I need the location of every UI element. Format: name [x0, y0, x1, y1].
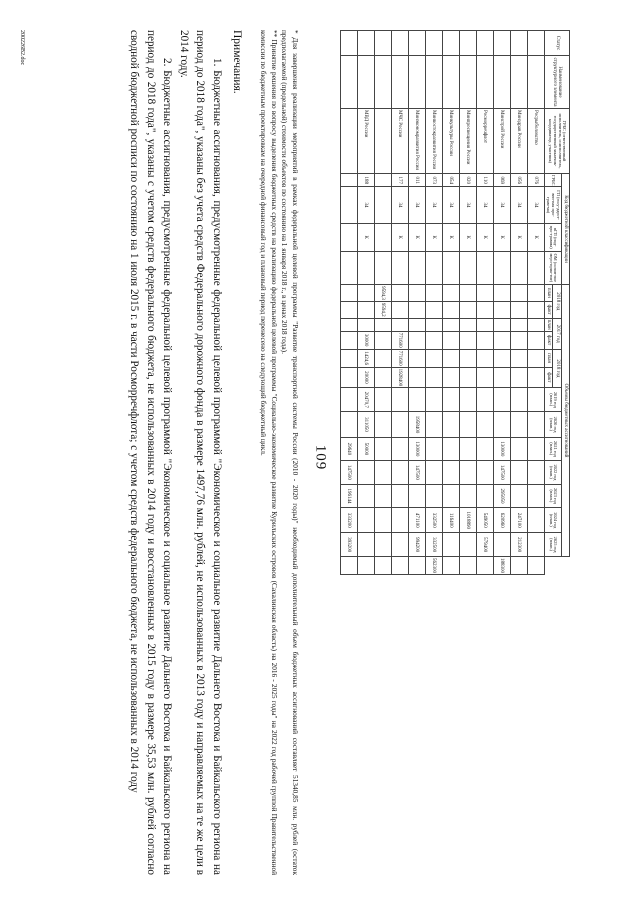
table-cell — [340, 251, 357, 284]
notes-title: Примечания. — [231, 30, 243, 94]
table-cell: К — [476, 223, 493, 251]
table-cell — [357, 556, 374, 574]
table-cell — [476, 367, 493, 388]
table-cell — [374, 461, 391, 485]
table-cell: 34 — [442, 187, 459, 223]
note-2: 2. Бюджетные ассигнования, предусмотренные федеральной целевой программой "Экономическое и социальное развитие Дальнего Востока и Байкальского региона на период до 2018 года", указаны с учетом средств федерального бюджета, не использованных в 2014 году и восстановленных в 2015 году в размере 35,53 млн. рублей согласно сводной бюджетной росписи по состоянию на 1 июля 2015 г. в части Росморречфлота; с учетом средств федерального бюджета, не использованных в 2014 году — [128, 30, 174, 875]
notes-section — [126, 30, 245, 875]
fact-header: факт — [544, 367, 552, 388]
table-cell — [459, 349, 476, 367]
table-cell: 196144 — [340, 484, 357, 508]
table-cell: К — [391, 223, 408, 251]
table-cell — [442, 285, 459, 302]
table-cell: 311050 — [357, 412, 374, 437]
table-cell: 29640 — [340, 437, 357, 461]
note-1: 1. Бюджетные ассигнования, предусмотренные федеральной целевой программой "Экономическое и социальное развитие Дальнего Востока и Байкальского региона на период до 2018 года", указаны без учета средств Федерального дорожного фонда в размере 1497,76 млн. рублей, не использованных в 2013 году и направляемых на те же цели в 2014 году. — [177, 30, 223, 875]
table-cell — [493, 56, 510, 109]
table-cell — [340, 349, 357, 367]
table-cell: Минвостокразвития России — [425, 109, 442, 174]
table-cell — [527, 556, 544, 574]
table-cell — [459, 437, 476, 461]
table-cell — [510, 437, 527, 461]
table-cell — [357, 318, 374, 331]
table-cell: 177 — [391, 174, 408, 187]
table-cell: 069 — [493, 174, 510, 187]
table-cell — [527, 349, 544, 367]
table-cell: К — [527, 223, 544, 251]
col-status: Статус — [544, 31, 569, 56]
table-cell — [340, 56, 357, 109]
table-cell — [374, 223, 391, 251]
table-cell — [391, 412, 408, 437]
table-cell — [391, 484, 408, 508]
year-2024: 2024 год (план.) — [544, 508, 561, 533]
table-cell: 295050 — [493, 484, 510, 508]
table-cell — [425, 56, 442, 109]
table-cell — [459, 331, 476, 349]
table-cell: МЧС России — [391, 109, 408, 174]
table-cell — [374, 251, 391, 284]
table-cell — [442, 461, 459, 485]
table-cell — [408, 251, 425, 284]
table-cell: 549050 — [476, 508, 493, 533]
table-cell: 1424,6 — [357, 349, 374, 367]
table-cell — [459, 31, 476, 56]
table-cell: 34 — [493, 187, 510, 223]
table-cell — [459, 285, 476, 302]
table-cell: 212300 — [510, 533, 527, 557]
plan-header: план — [546, 319, 552, 330]
table-cell — [374, 349, 391, 367]
table-cell — [425, 367, 442, 388]
table-cell: К — [357, 223, 374, 251]
table-cell: К — [459, 223, 476, 251]
table-cell: 076 — [527, 174, 544, 187]
table-cell — [527, 412, 544, 437]
table-cell — [340, 301, 357, 318]
year-2021: 2021 год (план.) — [544, 437, 561, 461]
table-cell: 579400 — [476, 533, 493, 557]
table-cell — [442, 484, 459, 508]
table-cell: Минпросвещения России — [459, 109, 476, 174]
table-cell — [357, 301, 374, 318]
table-cell — [510, 331, 527, 349]
year-2017: 2017 год — [553, 318, 561, 349]
table-cell — [493, 412, 510, 437]
table-cell — [476, 461, 493, 485]
table-cell — [425, 484, 442, 508]
table-cell — [391, 533, 408, 557]
table-cell: 34 — [408, 187, 425, 223]
table-cell: 471100 — [408, 508, 425, 533]
table-row — [425, 31, 442, 575]
table-cell — [391, 508, 408, 533]
table-cell — [493, 301, 510, 318]
table-cell: К — [442, 223, 459, 251]
table-cell — [391, 388, 408, 412]
table-cell — [408, 349, 425, 367]
table-cell: К — [510, 223, 527, 251]
table-cell — [476, 437, 493, 461]
table-cell — [459, 318, 476, 331]
table-cell — [459, 56, 476, 109]
table-cell: 333200 — [340, 508, 357, 533]
year-2019: 2019 год (план.) — [544, 388, 561, 412]
kbk-grbs: ГРБС — [544, 174, 561, 187]
table-cell — [408, 301, 425, 318]
table-cell — [374, 388, 391, 412]
table-cell — [425, 318, 442, 331]
table-cell — [357, 484, 374, 508]
table-cell — [374, 533, 391, 557]
table-cell — [476, 56, 493, 109]
table-cell: К — [408, 223, 425, 251]
table-cell — [527, 31, 544, 56]
table-cell — [510, 349, 527, 367]
table-cell — [527, 301, 544, 318]
table-cell — [357, 508, 374, 533]
table-cell — [527, 388, 544, 412]
table-cell — [493, 331, 510, 349]
table-cell — [374, 318, 391, 331]
footnote-2: ** Принятие решения по вопросу выделения бюджетных средств на реализацию федеральной целевой программы "Социально-экономическое развитие Курильских островов (Сахалинская область) на 2016 - 2025 годы" на 2022 год рабочей группой Правительственной комиссии по бюджетным проектировкам на очередной финансовый год и плановый период перенесено на следующий бюджетный цикл. — [259, 30, 279, 875]
table-cell: 247100 — [510, 508, 527, 533]
table-cell — [408, 318, 425, 331]
table-cell — [510, 251, 527, 284]
table-cell — [340, 109, 357, 174]
table-cell — [442, 251, 459, 284]
table-cell — [374, 367, 391, 388]
table-cell — [408, 56, 425, 109]
table-cell — [476, 556, 493, 574]
table-cell — [357, 461, 374, 485]
table-cell: 34 — [476, 187, 493, 223]
table-cell — [408, 331, 425, 349]
table-cell — [425, 437, 442, 461]
year-2025: 2025 год (план.) — [544, 533, 561, 557]
table-cell — [510, 556, 527, 574]
table-cell — [340, 31, 357, 56]
table-cell — [527, 331, 544, 349]
table-cell — [510, 461, 527, 485]
table-cell: 130000 — [408, 437, 425, 461]
table-cell — [442, 556, 459, 574]
table-cell — [374, 56, 391, 109]
table-cell — [425, 331, 442, 349]
table-cell — [459, 367, 476, 388]
table-cell: 20000 — [357, 367, 374, 388]
table-cell — [357, 56, 374, 109]
table-cell: 1958400 — [408, 412, 425, 437]
table-cell — [510, 318, 527, 331]
table-cell — [510, 484, 527, 508]
table-cell — [374, 109, 391, 174]
table-cell — [527, 285, 544, 302]
table-row — [459, 31, 476, 575]
table-cell — [408, 484, 425, 508]
table-cell — [374, 484, 391, 508]
table-cell — [374, 31, 391, 56]
table-row — [408, 31, 425, 575]
table-cell — [340, 187, 357, 223]
plan-header: план — [544, 285, 552, 302]
table-cell: Минкультуры России — [442, 109, 459, 174]
table-cell — [425, 251, 442, 284]
table-row — [391, 31, 408, 575]
table-cell: Росрыболовство — [527, 109, 544, 174]
table-cell — [476, 484, 493, 508]
table-cell — [374, 508, 391, 533]
table-cell — [340, 223, 357, 251]
table-cell: 147500 — [493, 461, 510, 485]
table-cell: 34 — [459, 187, 476, 223]
page-number: 109 — [312, 444, 329, 471]
table-cell — [391, 56, 408, 109]
document-id: 200226В2.doc — [19, 30, 25, 66]
table-cell — [476, 412, 493, 437]
table-cell: 332500 — [425, 533, 442, 557]
table-cell — [493, 31, 510, 56]
table-row — [340, 31, 357, 575]
footnote-1: * Для завершения реализации мероприятий в рамках федеральной целевой программы "Развитие транспортной системы России (2010 - 2020 годы)" необходимый дополнительный объем бюджетных ассигнований составляет 51340,85 млн. рублей (остаток предполагаемой (предельной) стоимости объектов по состоянию на 1 января 2018 г., в ценах 2018 года). — [280, 30, 300, 875]
table-cell — [340, 318, 357, 331]
kbk-om: ОМ (основ-ное меро-прия-тие) — [544, 251, 561, 284]
budget-table — [310, 30, 570, 575]
table-cell: Росморречфлот — [476, 109, 493, 174]
table-cell — [476, 318, 493, 331]
table-row — [510, 31, 527, 575]
table-cell — [340, 331, 357, 349]
table-cell: 147500 — [408, 461, 425, 485]
table-cell — [476, 331, 493, 349]
table-cell: 1018890 — [459, 508, 476, 533]
table-cell: 130000 — [493, 437, 510, 461]
table-cell — [476, 251, 493, 284]
table-cell — [493, 285, 510, 302]
table-cell — [527, 533, 544, 557]
table-cell — [459, 556, 476, 574]
table-cell — [340, 367, 357, 388]
table-cell — [527, 56, 544, 109]
table-cell — [493, 349, 510, 367]
table-cell — [459, 412, 476, 437]
table-row — [476, 31, 493, 575]
table-cell — [493, 388, 510, 412]
table-cell — [391, 318, 408, 331]
table-cell: 34 — [357, 187, 374, 223]
table-cell: МВД России — [357, 109, 374, 174]
fact-header: факт — [544, 301, 552, 318]
table-cell: 188300 — [493, 556, 510, 574]
table-cell — [493, 251, 510, 284]
table-cell — [510, 31, 527, 56]
table-cell: К — [425, 223, 442, 251]
table-cell: 50000 — [357, 437, 374, 461]
table-cell — [476, 31, 493, 56]
table-row — [374, 31, 391, 575]
table-cell — [425, 285, 442, 302]
table-cell — [459, 461, 476, 485]
table-cell: 34 — [391, 187, 408, 223]
table-cell — [442, 318, 459, 331]
plan-header: план — [544, 349, 552, 367]
table-cell — [527, 367, 544, 388]
table-cell — [510, 388, 527, 412]
table-cell — [391, 251, 408, 284]
table-cell — [459, 484, 476, 508]
year-2020: 2020 год (план.) — [544, 412, 561, 437]
table-cell — [340, 388, 357, 412]
table-cell — [391, 556, 408, 574]
table-cell — [476, 349, 493, 367]
table-cell — [442, 437, 459, 461]
kbk-gp: ГП (госу-дарст-вен-ная про-грам-ма) — [544, 187, 561, 223]
table-cell — [391, 285, 408, 302]
table-cell — [340, 412, 357, 437]
table-cell: 771600 — [391, 331, 408, 349]
year-2018: 2018 год — [553, 349, 561, 388]
table-cell: 147500 — [340, 461, 357, 485]
table-cell — [391, 461, 408, 485]
table-cell — [408, 285, 425, 302]
table-cell: 30000 — [357, 331, 374, 349]
table-cell — [357, 285, 374, 302]
table-cell: Минстрой России — [493, 109, 510, 174]
table-cell — [527, 461, 544, 485]
table-cell — [527, 484, 544, 508]
table-cell — [374, 174, 391, 187]
table-cell — [493, 533, 510, 557]
year-2022: 2022 год (план.) — [544, 461, 561, 485]
table-cell — [357, 31, 374, 56]
table-cell — [408, 556, 425, 574]
table-cell — [340, 285, 357, 302]
col-kbk: Код бюджетной классификации — [561, 174, 569, 285]
table-cell: 9594,2 — [374, 301, 391, 318]
table-cell: 20470,7 — [357, 388, 374, 412]
table-cell — [357, 533, 374, 557]
table-cell: 332500 — [425, 508, 442, 533]
table-cell — [425, 349, 442, 367]
table-cell — [527, 251, 544, 284]
table-cell — [408, 388, 425, 412]
table-cell — [510, 56, 527, 109]
table-cell — [527, 318, 544, 331]
table-cell: Минэкономразвития России — [408, 109, 425, 174]
table-cell — [493, 318, 510, 331]
table-cell: 34 — [527, 187, 544, 223]
table-cell — [527, 437, 544, 461]
table-cell: 011 — [408, 174, 425, 187]
table-cell: 073 — [425, 174, 442, 187]
table-cell: 056 — [510, 174, 527, 187]
table-cell: 116400 — [442, 508, 459, 533]
table-cell: 188 — [357, 174, 374, 187]
table-cell: 9594,3 — [374, 285, 391, 302]
table-cell — [391, 301, 408, 318]
table-cell — [459, 251, 476, 284]
table-cell: 771600 — [391, 349, 408, 367]
table-cell — [425, 301, 442, 318]
table-cell — [442, 31, 459, 56]
table-cell — [459, 388, 476, 412]
table-cell: 054 — [442, 174, 459, 187]
col-obligations: Объемы бюджетных ассигнований — [561, 285, 569, 557]
table-cell — [442, 301, 459, 318]
table-cell: 620960 — [493, 508, 510, 533]
table-cell — [476, 301, 493, 318]
table-cell — [476, 388, 493, 412]
table-cell — [476, 285, 493, 302]
table-cell: 562300 — [425, 556, 442, 574]
table-cell — [510, 285, 527, 302]
footnotes — [258, 30, 300, 875]
table-cell: 34 — [425, 187, 442, 223]
table-cell — [374, 437, 391, 461]
table-cell: 994200 — [408, 533, 425, 557]
year-2023: 2023 год (план.) — [544, 484, 561, 508]
kbk-pgp: пГП (под-про-грамма) — [544, 223, 561, 251]
table-cell — [340, 556, 357, 574]
table-cell: 020 — [459, 174, 476, 187]
table-cell — [425, 388, 442, 412]
table-cell — [442, 331, 459, 349]
col-name: Наименование структурного элемента — [544, 56, 569, 109]
table-cell: Минздрав России — [510, 109, 527, 174]
table-cell: 110 — [476, 174, 493, 187]
table-row — [493, 31, 510, 575]
table-cell — [357, 251, 374, 284]
table-cell — [510, 412, 527, 437]
table-cell — [391, 437, 408, 461]
table-cell — [408, 367, 425, 388]
table-cell — [374, 187, 391, 223]
table-cell — [425, 31, 442, 56]
table-cell: 393200 — [340, 533, 357, 557]
year-2016: 2018 год — [553, 285, 561, 319]
table-cell: 34 — [510, 187, 527, 223]
table-cell — [391, 31, 408, 56]
table-cell — [340, 174, 357, 187]
table-cell — [493, 367, 510, 388]
table-row — [357, 31, 374, 575]
table-cell — [374, 412, 391, 437]
table-cell — [510, 367, 527, 388]
table-cell — [510, 301, 527, 318]
table-cell — [374, 331, 391, 349]
table-cell — [442, 412, 459, 437]
table-cell — [442, 388, 459, 412]
table-cell — [527, 508, 544, 533]
table-cell — [425, 461, 442, 485]
table-cell: К — [493, 223, 510, 251]
table-cell — [442, 349, 459, 367]
table-cell — [408, 31, 425, 56]
table-cell: 1928400 — [391, 367, 408, 388]
table-cell — [425, 412, 442, 437]
table-cell — [459, 301, 476, 318]
table-cell — [442, 367, 459, 388]
col-grbs: ГРБС (ответственный исполнитель, соисполнитель, государственный заказчик-координатор, участник) — [544, 109, 569, 174]
table-cell — [442, 533, 459, 557]
table-cell — [459, 533, 476, 557]
table-row — [527, 31, 544, 575]
table-cell — [442, 56, 459, 109]
table-cell — [374, 556, 391, 574]
table-row — [442, 31, 459, 575]
fact-header: факт — [544, 331, 552, 349]
